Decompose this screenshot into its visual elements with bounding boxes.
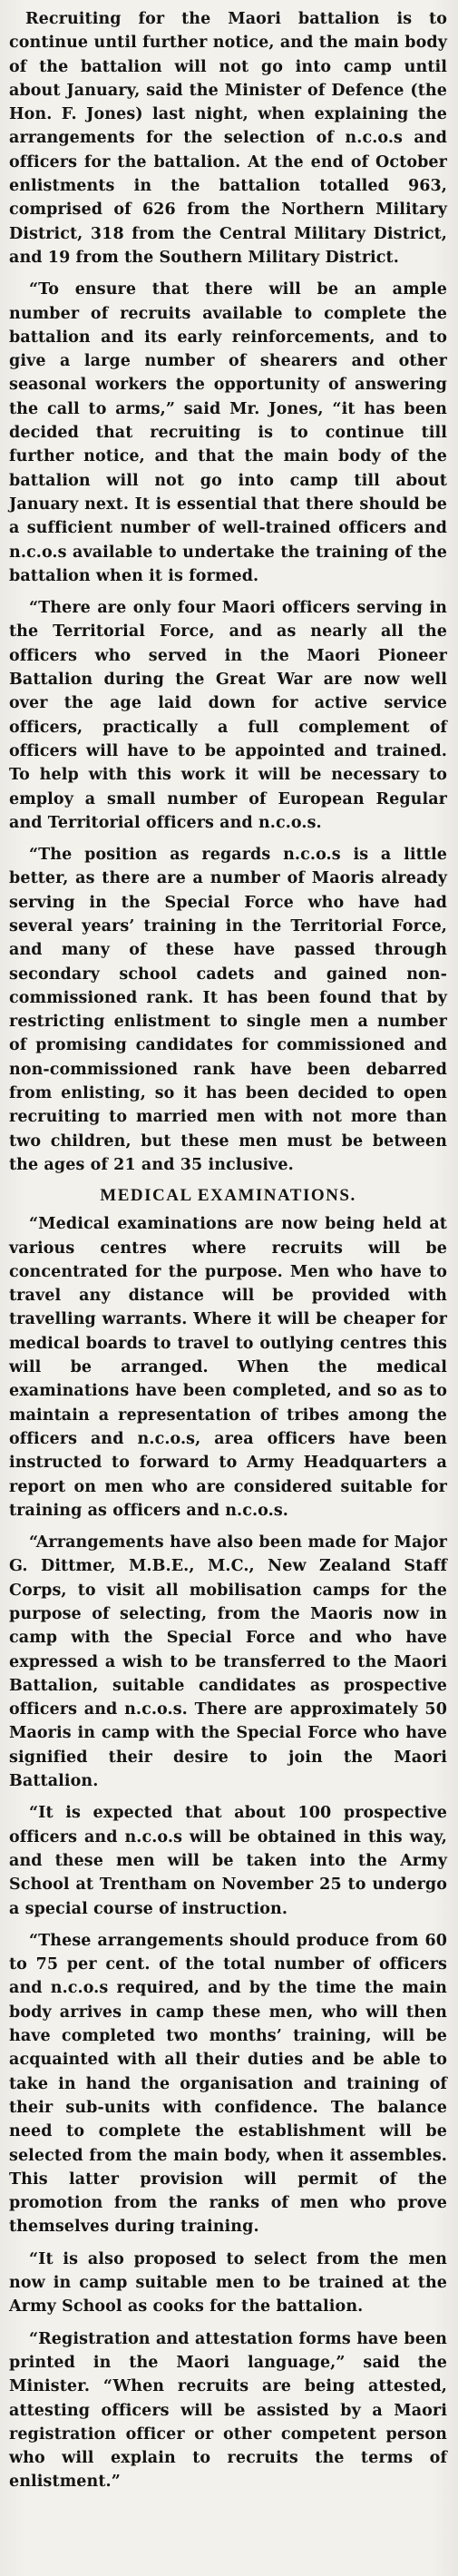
article-paragraph: “These arrangements should produce from 60 to 75 per cent. of the total number of officers and n.c.o.s required, and by the time the main body arrives in camp these men, who will then have completed two months’ training, will be acquainted with all their duties and be able to take in hand the organisation and training of their sub-units with confidence. The balance need to complete the establishment will be selected from the main body, when it assembles. This latter provision will permit of the promotion from the ranks of men who prove themselves during training. bbox=[9, 1931, 447, 2237]
article-paragraph: “It is expected that about 100 prospective officers and n.c.o.s will be obtained in this way, and these men will be taken into the Army School at Trentham on November 25 to undergo a special course of instruction. bbox=[9, 1804, 447, 1918]
article-body bbox=[9, 7, 447, 2494]
section-heading bbox=[9, 1185, 447, 1207]
article-paragraph: Recruiting for the Maori battalion is to continue until further notice, and the main body of the battalion will not go into camp until about January, said the Minister of Defence (the Hon. F. Jones) last night, when explaining the arrangements for the selection of n.c.o.s and officers for the battalion. At the end of October enlistments in the battalion totalled 963, comprised of 626 from the Northern Military District, 318 from the Central Military District, and 19 from the Southern Military District. bbox=[9, 10, 447, 267]
article-paragraph: “There are only four Maori officers serving in the Territorial Force, and as nearly all the officers who served in the Maori Pioneer Battalion during the Great War are now well over the age laid down for active service officers, practically a full complement of officers will have to be appointed and trained. To help with this work it will be necessary to employ a small number of European Regular and Territorial officers and n.c.o.s. bbox=[9, 599, 447, 832]
article-paragraph: “It is also proposed to select from the men now in camp suitable men to be trained at the Army School as cooks for the battalion. bbox=[9, 2249, 447, 2316]
article-paragraph: “To ensure that there will be an ample number of recruits available to complete the battalion and its early reinforcements, and to give a large number of shearers and other seasonal workers the opportunity of answering the call to arms,” said Mr. Jones, “it has been decided that recruiting is to continue till further notice, and that the main body of the battalion will not go into camp till about January next. It is essential that there should be a sufficient number of well-trained officers and n.c.o.s available to undertake the training of the battalion when it is formed. bbox=[9, 280, 447, 585]
article-paragraph: “The position as regards n.c.o.s is a little better, as there are a number of Maoris already serving in the Special Force who have had several years’ training in the Territorial Force, and many of these have passed through secondary school cadets and gained non-commissioned rank. It has been found that by restricting enlistment to single men a number of promising candidates for commissioned and non-commissioned rank have been debarred from enlisting, so it has been decided to open recruiting to married men with not more than two children, but these men must be between the ages of 21 and 35 inclusive. bbox=[9, 846, 447, 1174]
article-paragraph: “Registration and attestation forms have been printed in the Maori language,” said the Minister. “When recruits are being attested, attesting officers will be assisted by a Maori registration officer or other competent person who will explain to recruits the terms of enlistment.” bbox=[9, 2329, 447, 2492]
section-heading-text: MEDICAL EXAMINATIONS. bbox=[100, 1186, 356, 1206]
article-paragraph: “Arrangements have also been made for Major G. Dittmer, M.B.E., M.C., New Zealand Staff Corps, to visit all mobilisation camps for the purpose of selecting, from the Maoris now in camp with the Special Force and who have expressed a wish to be transferred to the Maori Battalion, suitable candidates as prospective officers and n.c.o.s. There are approximately 50 Maoris in camp with the Special Force who have signified their desire to join the Maori Battalion. bbox=[9, 1533, 447, 1791]
article-paragraph: “Medical examinations are now being held at various centres where recruits will be concentrated for the purpose. Men who have to travel any distance will be provided with travelling warrants. Where it will be cheaper for medical boards to travel to outlying centres this will be arranged. When the medical examinations have been completed, and so as to maintain a representation of tribes among the officers and n.c.o.s, area officers have been instructed to forward to Army Headquarters a report on men who are considered suitable for training as officers and n.c.o.s. bbox=[9, 1215, 447, 1520]
